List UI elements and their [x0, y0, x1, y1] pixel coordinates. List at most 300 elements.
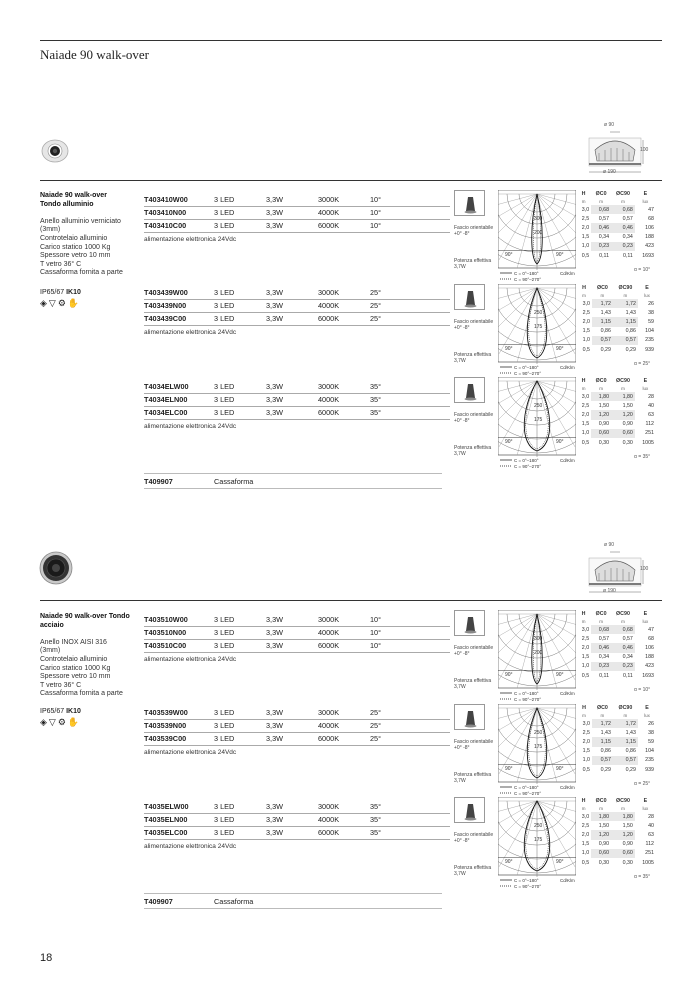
legend-cdklm: Cd/Klm	[560, 365, 575, 370]
legend-c0: C = 0°–180°	[514, 458, 539, 463]
beam-angle-text: α = 10°	[634, 687, 651, 693]
product-name-2: acciaio	[40, 621, 64, 629]
table-row[interactable]: T403410N00 3 LED 3,3W 4000K 10°	[144, 206, 450, 219]
phot-row	[576, 737, 656, 746]
phot-cell: 1,80	[611, 812, 635, 821]
phot-header: ØC0	[596, 705, 608, 711]
table-row[interactable]: T403510C00 3 LED 3,3W 6000K 10°	[144, 639, 450, 652]
section-rule	[40, 180, 662, 181]
legend-c0: C = 0°–180°	[514, 365, 539, 370]
product-table	[144, 193, 450, 233]
rating: IP65/67 IK10	[40, 708, 81, 715]
beam-thumbnail	[454, 797, 485, 823]
phot-cell: 1,0	[581, 663, 590, 670]
polar-diagram	[498, 797, 576, 889]
beam-angle	[634, 361, 650, 367]
phot-cell: 1,0	[581, 430, 590, 437]
fascio-text: Fascio orientabile +0° -8°	[454, 645, 494, 657]
phot-cell: 1,20	[591, 830, 611, 839]
polar-ring-label: 175	[534, 417, 543, 423]
phot-unit: lux	[642, 619, 649, 624]
phot-cell: 1,43	[625, 729, 636, 736]
fascio-label	[454, 225, 496, 237]
power-text: Potenza effettiva 3,7W	[454, 865, 492, 877]
phot-cell: 0,68	[591, 205, 611, 214]
polar-angle-label: 90°	[556, 672, 564, 678]
phot-row	[576, 345, 656, 354]
legend-cdklm: Cd/Klm	[560, 458, 575, 463]
phot-unit: lux	[642, 199, 649, 204]
phot-cell: 0,90	[622, 841, 633, 848]
fascio-text: Fascio orientabile +0° -8°	[454, 225, 494, 237]
phot-cell: 0,29	[625, 766, 636, 773]
phot-unit: lux	[644, 293, 650, 298]
phot-cell: 1,72	[613, 299, 638, 308]
phot-header: ØC90	[616, 191, 630, 197]
polar-ring-label: 300	[534, 636, 543, 642]
phot-cell: 0,60	[591, 849, 611, 858]
table-row[interactable]: T403439N00 3 LED 3,3W 4000K 25°	[144, 299, 450, 312]
certification-icons: ◈▽⚙✋	[40, 298, 82, 308]
phot-cell: 59	[648, 318, 654, 325]
phot-cell: 0,5	[582, 766, 590, 773]
polar-ring-label: 250	[534, 730, 543, 736]
phot-cell: 2,5	[581, 635, 590, 642]
phot-cell: 2,5	[581, 215, 590, 222]
electronics-note: alimentazione elettronica 24Vdc	[144, 423, 237, 430]
electronics-note: alimentazione elettronica 24Vdc	[144, 656, 237, 663]
power-text: Potenza effettiva 3,7W	[454, 258, 492, 270]
phot-cell: 112	[645, 841, 654, 848]
legend-c0: C = 0°–180°	[514, 271, 539, 276]
table-row[interactable]: T403510W00 3 LED 3,3W 3000K 10°	[144, 613, 450, 626]
legend-cdklm: Cd/Klm	[560, 691, 575, 696]
phot-cell: 0,30	[622, 859, 633, 866]
phot-cell: 0,23	[611, 662, 635, 671]
beam-angle	[634, 874, 650, 880]
polar-angle-label: 90°	[556, 859, 564, 865]
power-label	[454, 445, 496, 457]
phot-header: E	[643, 191, 648, 197]
legend-c90: C = 90°–270°	[514, 371, 541, 376]
legend-cdklm: Cd/Klm	[560, 878, 575, 883]
table-row[interactable]: T4035ELW00 3 LED 3,3W 3000K 35°	[144, 800, 450, 813]
phot-cell: 0,57	[592, 336, 613, 345]
fascio-label	[454, 739, 496, 751]
beam-icon	[455, 285, 486, 311]
table-row[interactable]: T4035ELC00 3 LED 3,3W 6000K 35°	[144, 826, 450, 839]
phot-cell: 106	[645, 224, 654, 231]
power-label	[454, 352, 496, 364]
beam-thumbnail	[454, 284, 485, 310]
fascio-label	[454, 412, 496, 424]
phot-cell: 1,80	[591, 812, 611, 821]
photometric-table	[576, 797, 656, 867]
phot-cell: 188	[645, 654, 654, 661]
phot-cell: 1,80	[611, 392, 635, 401]
power-label	[454, 678, 496, 690]
phot-cell: 251	[645, 430, 654, 437]
phot-cell: 0,5	[581, 672, 590, 679]
beam-icon	[455, 191, 486, 217]
polar-diagram	[498, 704, 576, 796]
phot-unit: m	[599, 619, 603, 624]
phot-row	[576, 214, 656, 223]
fascio-text: Fascio orientabile +0° -8°	[454, 832, 494, 844]
phot-cell: 0,23	[591, 662, 611, 671]
phot-cell: 0,68	[591, 625, 611, 634]
phot-header: E	[643, 798, 648, 804]
phot-unit: m	[621, 386, 625, 391]
polar-ring-label: 175	[534, 324, 543, 330]
phot-row	[576, 756, 656, 765]
phot-cell: 0,34	[598, 654, 610, 661]
polar-angle-label: 90°	[556, 439, 564, 445]
dimension-top: ø 90	[604, 122, 615, 128]
legend-cdklm: Cd/Klm	[560, 785, 575, 790]
polar-ring-label: 250	[534, 403, 543, 409]
phot-cell: 1,72	[592, 719, 613, 728]
phot-cell: 1,20	[611, 410, 635, 419]
table-row[interactable]: T4034ELW00 3 LED 3,3W 3000K 35°	[144, 380, 450, 393]
phot-row	[576, 728, 656, 737]
phot-row	[576, 625, 656, 634]
dimension-side: 100	[640, 147, 649, 153]
phot-cell: 59	[648, 738, 654, 745]
product-name-2: Tondo alluminio	[40, 200, 94, 208]
phot-cell: 1,5	[582, 328, 590, 335]
legend-c90: C = 90°–270°	[514, 884, 541, 889]
phot-header: ØC0	[595, 378, 607, 384]
phot-row	[576, 812, 656, 821]
phot-row	[576, 392, 656, 401]
beam-thumbnail	[454, 190, 485, 216]
phot-cell: 1,20	[591, 410, 611, 419]
phot-unit: m	[623, 713, 628, 718]
phot-cell: 0,86	[625, 328, 636, 335]
fascio-label	[454, 645, 496, 657]
polar-diagram	[498, 284, 576, 376]
phot-unit: m	[581, 619, 586, 624]
table-row[interactable]: T403410C00 3 LED 3,3W 6000K 10°	[144, 219, 450, 232]
product-name: Naiade 90 walk-over	[40, 192, 107, 199]
polar-angle-label: 90°	[505, 346, 513, 352]
polar-ring-label: 175	[534, 837, 543, 843]
phot-cell: 63	[648, 831, 654, 838]
fascio-text: Fascio orientabile +0° -8°	[454, 319, 494, 331]
phot-row	[576, 336, 656, 345]
phot-header: H	[582, 705, 586, 711]
fascio-text: Fascio orientabile +0° -8°	[454, 412, 494, 424]
phot-cell: 2,0	[581, 644, 590, 651]
phot-header: ØC0	[595, 798, 607, 804]
phot-cell: 1,50	[622, 822, 633, 829]
table-row[interactable]: T403410W00 3 LED 3,3W 3000K 10°	[144, 193, 450, 206]
phot-cell: 1,50	[598, 822, 610, 829]
phot-cell: 1,5	[581, 234, 590, 241]
dimension-bottom: ø 190	[603, 169, 616, 175]
phot-cell: 0,90	[598, 421, 610, 428]
phot-header: E	[643, 611, 648, 617]
phot-cell: 2,0	[581, 831, 590, 838]
top-rule	[40, 40, 662, 41]
phot-unit: m	[581, 199, 586, 204]
certification-icons: ◈▽⚙✋	[40, 717, 82, 727]
phot-cell: 2,5	[582, 309, 590, 316]
polar-angle-label: 90°	[505, 252, 513, 258]
dimension-side: 100	[640, 566, 649, 572]
product-photo-aluminium	[40, 138, 70, 164]
cassaforma-row[interactable]: T409907 Cassaforma	[144, 477, 254, 486]
phot-cell: 0,46	[591, 223, 611, 232]
phot-cell: 0,30	[598, 439, 610, 446]
beam-angle	[634, 687, 650, 693]
phot-cell: 0,23	[611, 242, 635, 251]
phot-cell: 28	[648, 813, 654, 820]
power-text: Potenza effettiva 3,7W	[454, 352, 492, 364]
phot-row	[576, 410, 656, 419]
phot-cell: 1693	[642, 672, 654, 679]
polar-ring-label: 250	[534, 310, 543, 316]
phot-cell: 0,57	[622, 215, 633, 222]
polar-ring-label: 250	[534, 823, 543, 829]
phot-cell: 1,15	[592, 737, 613, 746]
phot-cell: 0,29	[600, 766, 611, 773]
phot-row	[576, 242, 656, 251]
cassaforma-row[interactable]: T409907 Cassaforma	[144, 897, 254, 906]
phot-cell: 0,86	[600, 748, 611, 755]
phot-cell: 423	[645, 663, 654, 670]
phot-cell: 0,29	[600, 346, 611, 353]
beam-icon	[455, 378, 486, 404]
phot-unit: lux	[642, 806, 649, 811]
phot-cell: 26	[648, 300, 654, 307]
phot-cell: 26	[648, 720, 654, 727]
product-photo-steel	[38, 550, 74, 586]
table-row[interactable]: T403539W00 3 LED 3,3W 3000K 25°	[144, 706, 450, 719]
legend-c90: C = 90°–270°	[514, 277, 541, 282]
phot-cell: 68	[648, 635, 654, 642]
beam-angle	[634, 781, 650, 787]
phot-row	[576, 840, 656, 849]
phot-row	[576, 317, 656, 326]
phot-cell: 2,5	[582, 729, 590, 736]
fascio-text: Fascio orientabile +0° -8°	[454, 739, 494, 751]
phot-cell: 0,57	[598, 215, 610, 222]
phot-unit: m	[600, 713, 605, 718]
phot-cell: 0,5	[581, 252, 590, 259]
dimension-top: ø 90	[604, 542, 615, 548]
phot-cell: 1,43	[600, 309, 611, 316]
phot-cell: 112	[645, 421, 654, 428]
phot-row	[576, 765, 656, 774]
phot-cell: 0,34	[622, 234, 633, 241]
phot-cell: 47	[648, 626, 654, 633]
phot-cell: 0,57	[613, 336, 638, 345]
phot-cell: 0,90	[598, 841, 610, 848]
table-row[interactable]: T403539C00 3 LED 3,3W 6000K 25°	[144, 732, 450, 745]
phot-cell: 38	[648, 729, 654, 736]
photometric-table	[576, 284, 656, 354]
dimension-bottom: ø 190	[603, 588, 616, 594]
phot-row	[576, 719, 656, 728]
phot-cell: 2,5	[581, 402, 590, 409]
phot-cell: 1,20	[611, 830, 635, 839]
phot-cell: 0,34	[622, 654, 633, 661]
phot-cell: 0,86	[625, 748, 636, 755]
polar-angle-label: 90°	[556, 766, 564, 772]
phot-cell: 38	[648, 309, 654, 316]
legend-c0: C = 0°–180°	[514, 878, 539, 883]
beam-angle-text: α = 35°	[634, 874, 651, 880]
power-text: Potenza effettiva 3,7W	[454, 678, 492, 690]
electronics-note: alimentazione elettronica 24Vdc	[144, 749, 237, 756]
table-row[interactable]: T403539N00 3 LED 3,3W 4000K 25°	[144, 719, 450, 732]
table-row[interactable]: T4035ELN00 3 LED 3,3W 4000K 35°	[144, 813, 450, 826]
phot-row	[576, 849, 656, 858]
phot-cell: 3,0	[581, 626, 590, 633]
beam-thumbnail	[454, 704, 485, 730]
phot-cell: 1005	[642, 859, 654, 866]
phot-cell: 1,0	[582, 757, 590, 764]
product-description: Naiade 90 walk-over Tondo acciaio Anello INOX AISI 316 (3mm) Controtelaio alluminio Carico statico 1000 Kg Spessore vetro 10 mm T vetro 36° C Cassaforma fornita a parte	[40, 613, 130, 698]
phot-row	[576, 327, 656, 336]
phot-unit: m	[623, 293, 628, 298]
phot-unit: m	[599, 806, 603, 811]
phot-cell: 0,60	[611, 429, 635, 438]
phot-row	[576, 671, 656, 680]
phot-cell: 235	[645, 337, 654, 344]
phot-cell: 0,46	[611, 223, 635, 232]
electronics-note: alimentazione elettronica 24Vdc	[144, 843, 237, 850]
polar-diagram	[498, 190, 576, 282]
phot-cell: 1,43	[600, 729, 611, 736]
phot-cell: 1,80	[591, 392, 611, 401]
phot-cell: 0,57	[613, 756, 638, 765]
phot-cell: 0,34	[598, 234, 610, 241]
phot-cell: 1,50	[598, 402, 610, 409]
phot-row	[576, 821, 656, 830]
phot-unit: m	[582, 713, 586, 718]
product-table	[144, 613, 450, 653]
beam-icon	[455, 798, 486, 824]
phot-header: H	[581, 191, 586, 197]
photometric-table	[576, 377, 656, 447]
phot-cell: 3,0	[581, 206, 590, 213]
phot-header: E	[643, 378, 648, 384]
phot-row	[576, 747, 656, 756]
phot-cell: 188	[645, 234, 654, 241]
table-row[interactable]: T403510N00 3 LED 3,3W 4000K 10°	[144, 626, 450, 639]
phot-unit: m	[581, 386, 586, 391]
phot-cell: 0,30	[622, 439, 633, 446]
polar-angle-label: 90°	[556, 252, 564, 258]
power-label	[454, 772, 496, 784]
phot-row	[576, 233, 656, 242]
power-text: Potenza effettiva 3,7W	[454, 772, 492, 784]
phot-cell: 0,68	[611, 625, 635, 634]
phot-cell: 939	[645, 766, 654, 773]
polar-ring-label: 175	[534, 744, 543, 750]
table-row[interactable]: T4034ELN00 3 LED 3,3W 4000K 35°	[144, 393, 450, 406]
phot-unit: m	[621, 199, 625, 204]
legend-c90: C = 90°–270°	[514, 464, 541, 469]
beam-angle	[634, 267, 650, 273]
beam-angle	[634, 454, 650, 460]
polar-diagram	[498, 377, 576, 469]
page-title: Naiade 90 walk-over	[40, 47, 150, 62]
phot-header: ØC90	[618, 705, 633, 711]
table-row[interactable]: T4034ELC00 3 LED 3,3W 6000K 35°	[144, 406, 450, 419]
photometric-table	[576, 190, 656, 260]
table-row[interactable]: T403439C00 3 LED 3,3W 6000K 25°	[144, 312, 450, 325]
phot-cell: 0,5	[581, 859, 590, 866]
polar-angle-label: 90°	[505, 859, 513, 865]
phot-unit: m	[621, 806, 625, 811]
phot-cell: 68	[648, 215, 654, 222]
phot-row	[576, 429, 656, 438]
phot-unit: m	[599, 199, 603, 204]
phot-cell: 1,15	[613, 317, 638, 326]
phot-row	[576, 830, 656, 839]
phot-cell: 2,0	[581, 224, 590, 231]
product-name: Naiade 90 walk-over Tondo	[40, 613, 130, 620]
phot-row	[576, 420, 656, 429]
phot-cell: 1693	[642, 252, 654, 259]
phot-cell: 104	[645, 748, 654, 755]
product-description: Naiade 90 walk-over Tondo alluminio Anello alluminio verniciato (3mm) Controtelaio alluminio Carico statico 1000 Kg Spessore vetro 10 mm T vetro 36° C Cassaforma fornita a parte	[40, 192, 123, 277]
phot-cell: 3,0	[582, 720, 590, 727]
phot-unit: lux	[642, 386, 649, 391]
polar-ring-label: 200	[534, 230, 543, 236]
phot-cell: 2,0	[582, 738, 590, 745]
phot-cell: 0,57	[622, 635, 633, 642]
phot-cell: 0,23	[591, 242, 611, 251]
beam-angle-text: α = 25°	[634, 781, 651, 787]
phot-cell: 106	[645, 644, 654, 651]
phot-cell: 1,0	[582, 337, 590, 344]
phot-row	[576, 653, 656, 662]
phot-row	[576, 299, 656, 308]
phot-cell: 235	[645, 757, 654, 764]
phot-cell: 939	[645, 346, 654, 353]
beam-angle-text: α = 25°	[634, 361, 651, 367]
beam-icon	[455, 705, 486, 731]
phot-cell: 0,5	[582, 346, 590, 353]
phot-cell: 104	[645, 328, 654, 335]
product-table	[144, 800, 450, 840]
phot-row	[576, 634, 656, 643]
phot-cell: 2,0	[582, 318, 590, 325]
phot-cell: 0,86	[600, 328, 611, 335]
phot-cell: 251	[645, 850, 654, 857]
legend-c90: C = 90°–270°	[514, 791, 541, 796]
product-table	[144, 380, 450, 420]
beam-thumbnail	[454, 377, 485, 403]
beam-angle-text: α = 35°	[634, 454, 651, 460]
phot-cell: 1,5	[581, 654, 590, 661]
phot-cell: 47	[648, 206, 654, 213]
phot-unit: m	[621, 619, 625, 624]
phot-header: ØC90	[616, 611, 630, 617]
legend-c0: C = 0°–180°	[514, 785, 539, 790]
phot-unit: lux	[644, 713, 650, 718]
table-row[interactable]: T403439W00 3 LED 3,3W 3000K 25°	[144, 286, 450, 299]
phot-cell: 40	[648, 822, 654, 829]
section-rule	[40, 600, 662, 601]
phot-cell: 1,72	[613, 719, 638, 728]
polar-angle-label: 90°	[505, 439, 513, 445]
